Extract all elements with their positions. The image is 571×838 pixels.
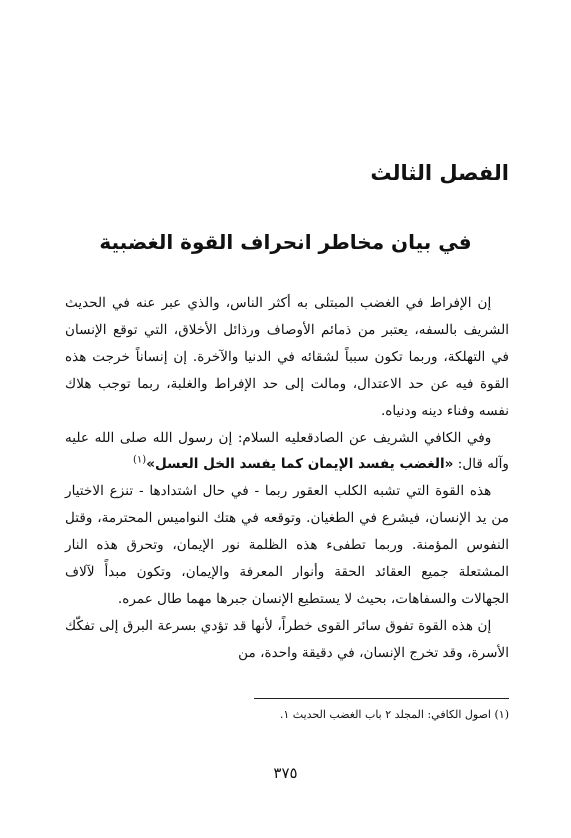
paragraph-2-intro: وفي الكافي الشريف عن الصادقعليه السلام: إن رسول الله صلى الله عليه وآله قال: [65, 429, 509, 473]
footnote-reference: (١) [133, 454, 147, 466]
paragraph-1: إن الإفراط في الغضب المبتلى به أكثر الناس، والذي عبر عنه في الحديث الشريف بالسفه، يعتبر من ذمائم الأوصاف ورذائل الأخلاق، التي توقع الإنسان في التهلكة، وربما تكون سبباً لشقائه في الدنيا والآخرة. إن إنساناً خرجت هذه القوة فيه عن حد الاعتدال، ومالت إلى حد الإفراط والغلبة، ربما توجب هلاك نفسه وفناء دينه ودنياه. [65, 295, 509, 419]
paragraph-2 [65, 425, 509, 479]
body-text [65, 290, 509, 667]
chapter-heading: الفصل الثالث [370, 161, 509, 185]
footnote: (١) اصول الكافي: المجلد ٢ باب الغضب الحديث ١. [279, 708, 509, 721]
paragraph-4: إن هذه القوة تفوق سائر القوى خطراً، لأنها قد تؤدي بسرعة البرق إلى تفكّك الأسرة، وقد تخرج الإنسان، في دقيقة واحدة، من [65, 617, 509, 661]
page-number: ٣٧٥ [273, 764, 298, 782]
hadith-quote: «الغضب يفسد الإيمان كما يفسد الخل العسل» [146, 456, 454, 473]
section-title: في بيان مخاطر انحراف القوة الغضبية [99, 230, 472, 254]
paragraph-3: هذه القوة التي تشبه الكلب العقور ربما - في حال اشتدادها - تنزع الاختيار من يد الإنسان، فيشرع في الطغيان. وتوقعه في هتك النواميس المحترمة، وقتل النفوس المؤمنة. وربما تطفىء هذه الظلمة نور الإيمان، وتحرق هذه النار المشتعلة جميع العقائد الحقة وأنوار المعرفة والإيمان، وتكون مبدأً لآلاف الجهالات والسفاهات، بحيث لا يستطيع الإنسان جبرها مهما طال عمره. [65, 483, 509, 607]
footnote-divider [254, 698, 509, 699]
